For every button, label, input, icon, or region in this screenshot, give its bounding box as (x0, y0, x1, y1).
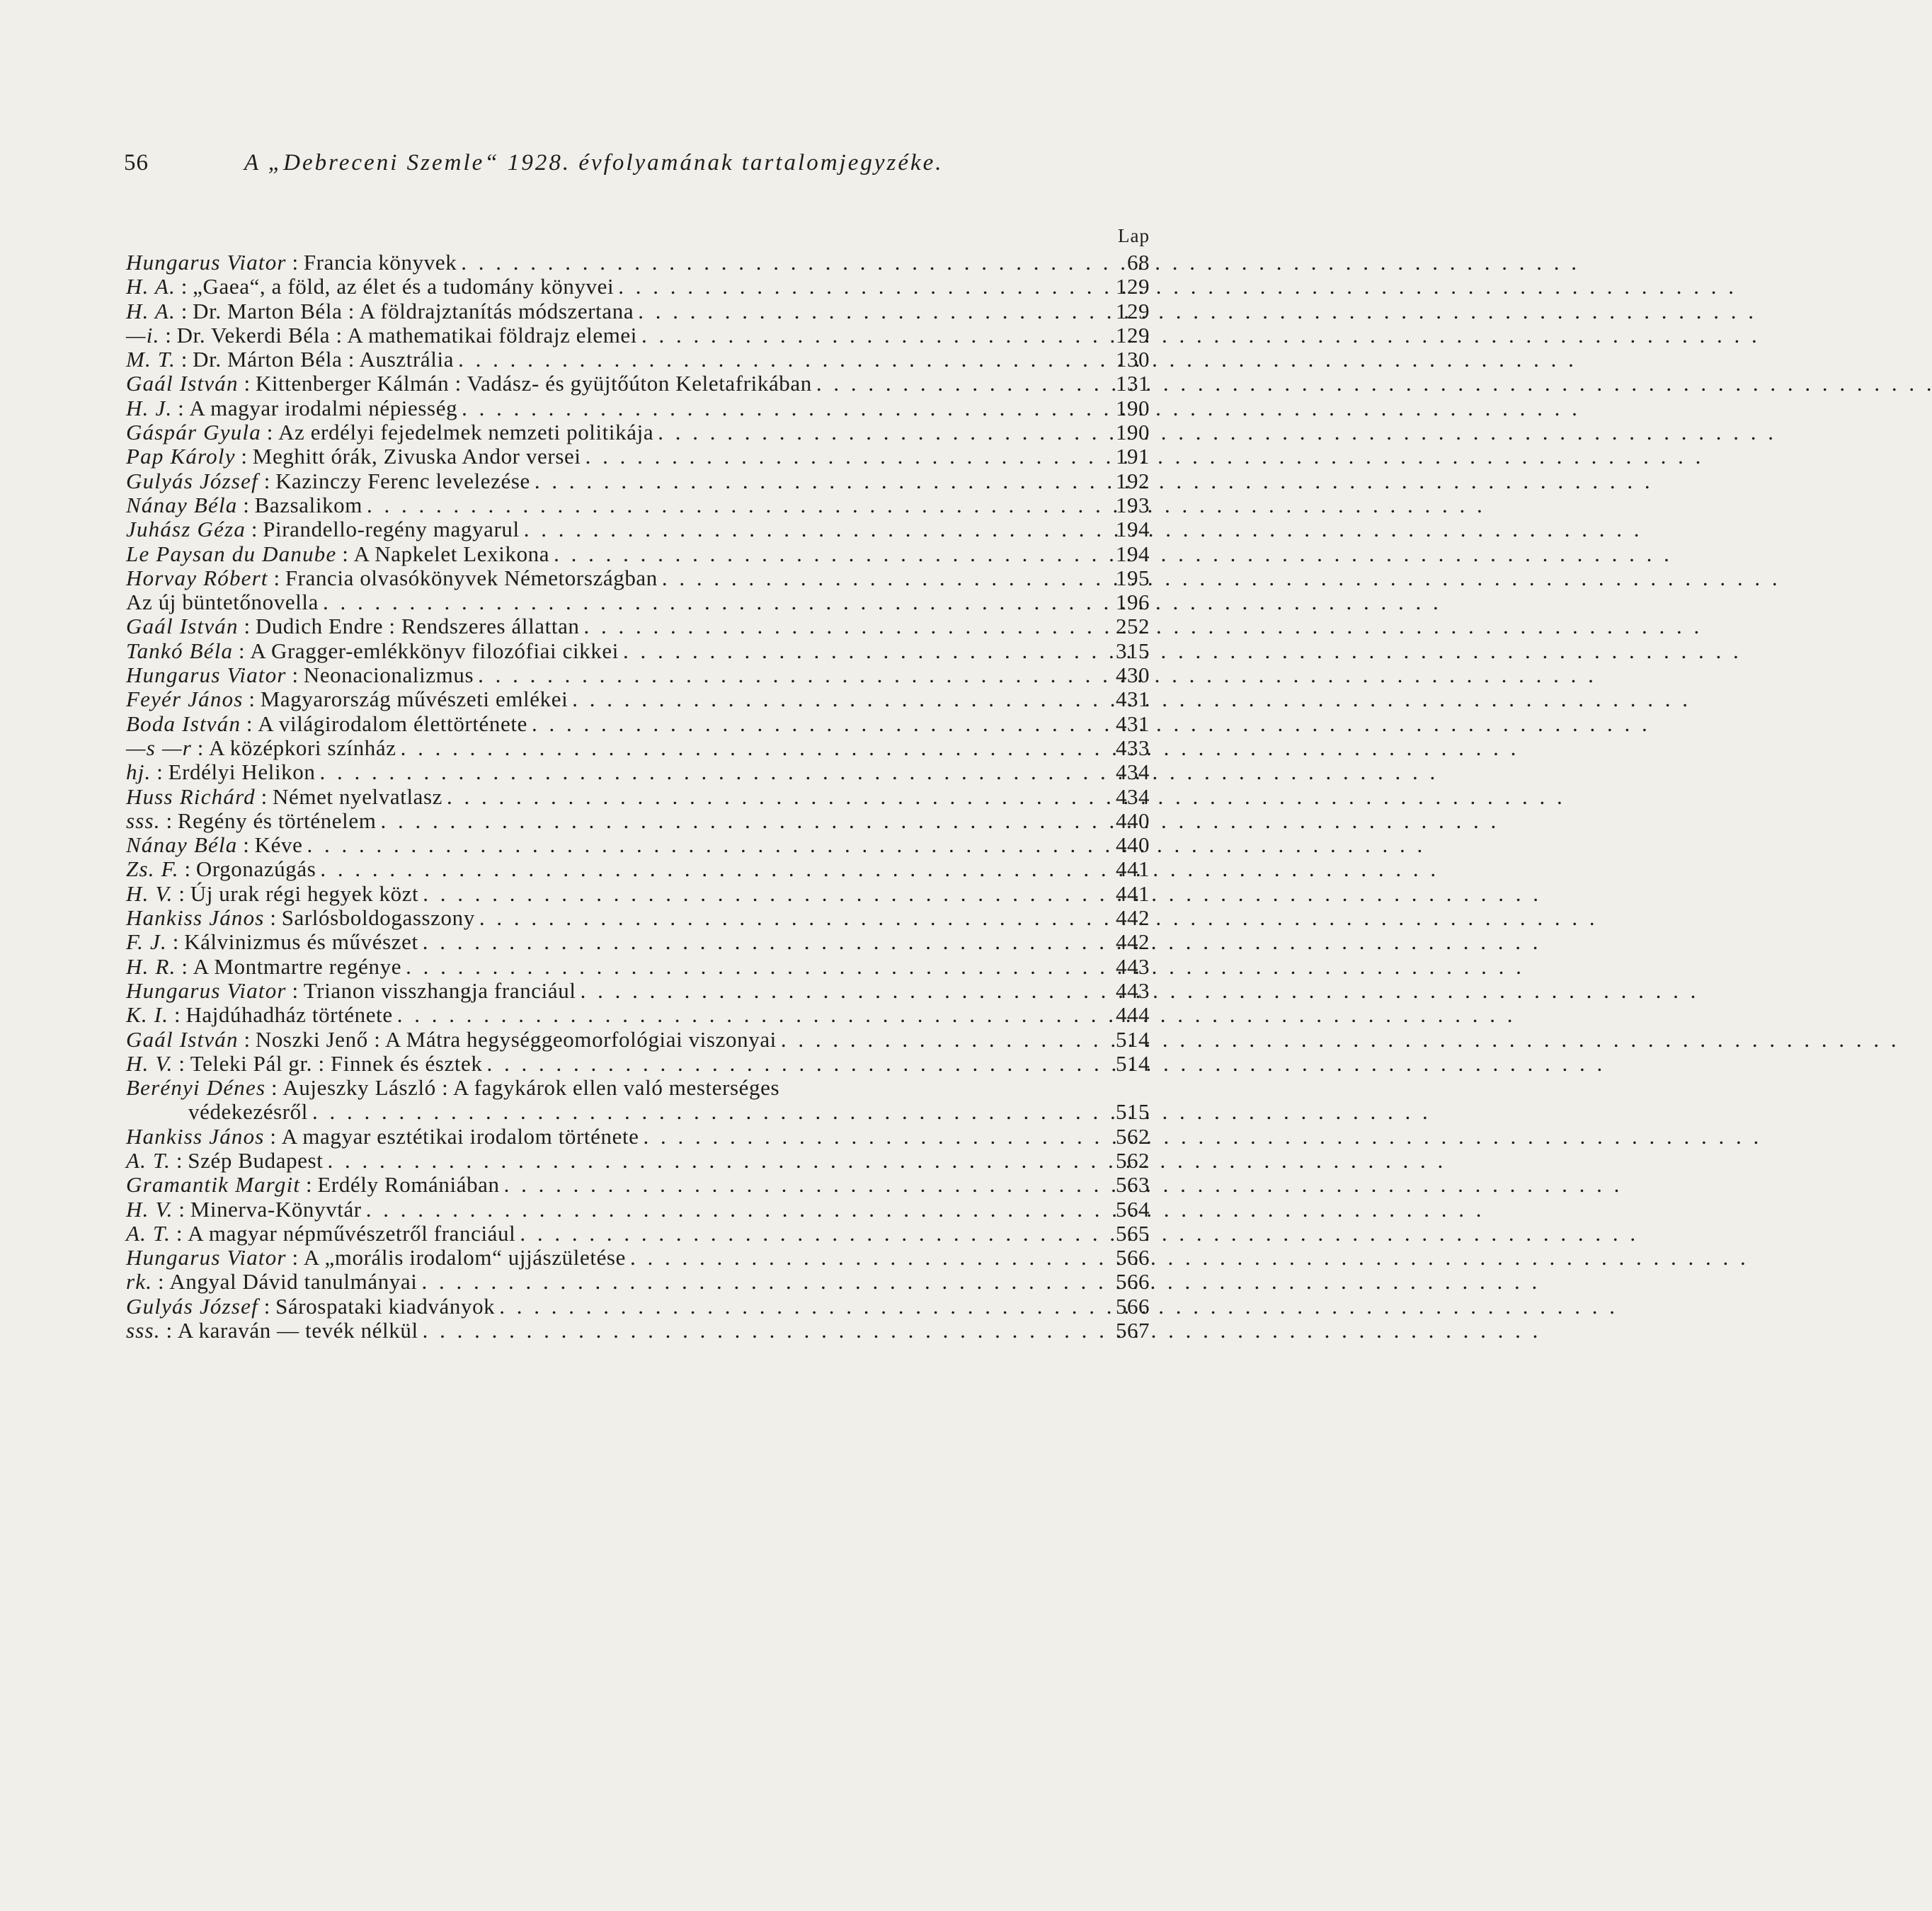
entry-author: Gaál István (126, 614, 239, 639)
entry-page-number: 190 (1116, 395, 1150, 420)
entry-author: M. T. (126, 347, 176, 372)
toc-entry (126, 1125, 1150, 1149)
entry-separator: : (160, 1318, 178, 1343)
entry-author: Hankiss János (126, 905, 265, 931)
page-number: 56 (124, 150, 149, 176)
entry-leader-dots (362, 493, 1102, 517)
entry-leader-dots (515, 1222, 1102, 1246)
entry-author: Huss Richárd (126, 784, 256, 809)
toc-entry (126, 1319, 1150, 1343)
entry-leader-dots (500, 1173, 1102, 1197)
entry-separator: : (176, 274, 193, 299)
entry-title: Dr. Márton Béla : Ausztrália (193, 347, 455, 372)
entry-author: Le Paysan du Danube (126, 541, 337, 566)
entry-author: H. A. (126, 274, 176, 299)
entry-page-number: 431 (1116, 711, 1150, 736)
entry-leader-dots (474, 663, 1102, 687)
toc-entry (126, 323, 1150, 348)
entry-author: A. T. (126, 1147, 171, 1173)
entry-page-number: 443 (1116, 977, 1150, 1003)
toc-entry (126, 1003, 1150, 1027)
entry-leader-dots (376, 809, 1102, 833)
entry-title: Orgonazúgás (195, 856, 316, 882)
entry-title: Erdélyi Helikon (168, 759, 316, 785)
entry-separator: : (258, 1293, 276, 1319)
entry-page-number: 130 (1116, 347, 1150, 372)
entry-leader-dots (483, 1052, 1102, 1076)
entry-title: Neonacionalizmus (303, 662, 474, 688)
entry-separator: : (336, 541, 354, 566)
entry-leader-dots (475, 906, 1102, 930)
entry-leader-dots (302, 833, 1102, 857)
entry-page-number: 191 (1116, 444, 1150, 469)
toc-entry (126, 1270, 1150, 1294)
entry-leader-dots (637, 323, 1102, 348)
entry-author: sss. (126, 808, 161, 833)
entry-leader-dots (418, 930, 1102, 954)
entry-leader-dots (454, 348, 1102, 372)
entry-page-number: 441 (1116, 880, 1150, 906)
entry-leader-dots (626, 1246, 1102, 1270)
entry-separator: : (238, 614, 256, 639)
entry-author: Gulyás József (126, 468, 258, 493)
entry-author: Nánay Béla (126, 832, 238, 858)
entry-leader-dots (812, 372, 1102, 396)
entry-separator: : (238, 1026, 256, 1052)
entry-page-number: 192 (1116, 468, 1150, 493)
entry-leader-dots (576, 979, 1102, 1003)
toc-entry (126, 348, 1150, 372)
entry-author: H. A. (126, 298, 176, 323)
toc-entry (126, 1222, 1150, 1246)
toc-entry (126, 1198, 1150, 1222)
entry-leader-dots (316, 857, 1102, 881)
entry-page-number: 194 (1116, 517, 1150, 542)
entry-separator: : (286, 1245, 304, 1270)
entry-page-number: 566 (1116, 1269, 1150, 1295)
entry-title: A Gragger-emlékkönyv filozófiai cikkei (250, 638, 619, 663)
entry-page-number: 129 (1116, 322, 1150, 348)
entry-author: K. I. (126, 1002, 169, 1028)
entry-leader-dots (308, 1100, 1102, 1124)
entry-separator: : (160, 808, 178, 833)
entry-separator: : (178, 856, 196, 882)
entry-title: Francia könyvek (303, 250, 457, 275)
entry-author: Gramantik Margit (126, 1172, 301, 1198)
toc-entry (126, 420, 1150, 444)
entry-separator: : (151, 759, 168, 785)
toc-entry (126, 809, 1150, 833)
entry-leader-dots (614, 275, 1102, 299)
entry-page-number: 196 (1116, 590, 1150, 615)
entry-leader-dots (619, 639, 1102, 663)
entry-author: Gaál István (126, 371, 239, 396)
entry-author: Hungarus Viator (126, 1245, 287, 1270)
entry-separator: : (286, 977, 304, 1003)
page-header (124, 150, 1158, 176)
toc-entry (126, 760, 1150, 784)
toc-entry (126, 639, 1150, 663)
table-of-contents (126, 251, 1150, 1343)
entry-separator: : (237, 832, 255, 858)
entry-author: Gáspár Gyula (126, 420, 261, 445)
entry-page-number: 434 (1116, 759, 1150, 785)
toc-entry (126, 469, 1150, 493)
entry-page-number: 442 (1116, 929, 1150, 955)
entry-author: rk. (126, 1269, 153, 1295)
entry-page-number: 440 (1116, 832, 1150, 858)
entry-leader-dots (396, 736, 1102, 760)
entry-separator: : (264, 905, 282, 931)
entry-author: Gulyás József (126, 1293, 258, 1319)
entry-page-number: 131 (1116, 371, 1150, 396)
entry-separator: : (268, 565, 285, 590)
entry-leader-dots (777, 1028, 1102, 1052)
entry-author: H. V. (126, 1196, 173, 1222)
entry-title: A középkori színház (209, 735, 396, 760)
entry-separator: : (152, 1269, 170, 1295)
toc-entry (126, 882, 1150, 906)
entry-page-number: 441 (1116, 856, 1150, 882)
entry-title: Szép Budapest (188, 1147, 324, 1173)
entry-title: Regény és történelem (177, 808, 377, 833)
entry-title: Aujeszky László : A fagykárok ellen való mesterséges (282, 1075, 780, 1101)
entry-leader-dots (401, 955, 1102, 979)
entry-page-number: 514 (1116, 1050, 1150, 1076)
entry-leader-dots (495, 1295, 1102, 1319)
entry-title: Minerva-Könyvtár (190, 1196, 362, 1222)
toc-entry (126, 833, 1150, 857)
toc-entry (126, 979, 1150, 1003)
entry-title: Sárospataki kiadványok (275, 1293, 496, 1319)
toc-entry (126, 299, 1150, 323)
toc-entry (126, 566, 1150, 590)
entry-title: Pirandello-regény magyarul (263, 517, 520, 542)
entry-separator: : (176, 298, 193, 323)
entry-separator: : (159, 322, 177, 348)
toc-entry (126, 687, 1150, 711)
entry-separator: : (265, 1075, 283, 1101)
entry-author: H. J. (126, 395, 173, 420)
entry-separator: : (286, 250, 304, 275)
entry-separator: : (241, 711, 258, 736)
entry-separator: : (171, 1220, 188, 1246)
entry-title: A Montmartre regénye (193, 953, 402, 979)
entry-leader-dots (549, 542, 1102, 566)
toc-entry (126, 955, 1150, 979)
entry-page-number: 433 (1116, 735, 1150, 760)
entry-separator: : (166, 929, 185, 955)
entry-page-number: 515 (1116, 1099, 1150, 1125)
toc-entry (126, 1295, 1150, 1319)
entry-author: Boda István (126, 711, 241, 736)
entry-author: A. T. (126, 1220, 171, 1246)
toc-entry (126, 1100, 1150, 1124)
toc-entry (126, 396, 1150, 420)
entry-page-number: 190 (1116, 420, 1150, 445)
entry-author: —i. (126, 322, 160, 348)
entry-title: védekezésről (188, 1099, 308, 1125)
entry-title: Kéve (254, 832, 303, 858)
entry-page-number: 567 (1116, 1318, 1150, 1343)
entry-title: „Gaea“, a föld, az élet és a tudomány könyvei (193, 274, 615, 299)
entry-author: sss. (126, 1318, 161, 1343)
entry-separator: : (255, 784, 273, 809)
entry-page-number: 514 (1116, 1026, 1150, 1052)
entry-page-number: 193 (1116, 492, 1150, 517)
entry-title: Kittenberger Kálmán : Vadász- és gyüjtőúton Keletafrikában (255, 371, 812, 396)
entry-author: H. V. (126, 880, 173, 906)
entry-page-number: 562 (1116, 1147, 1150, 1173)
entry-leader-dots (527, 712, 1102, 736)
entry-title: Dr. Marton Béla : A földrajztanítás módszertana (193, 298, 634, 323)
entry-leader-dots (530, 469, 1102, 493)
entry-author: Juhász Géza (126, 517, 246, 542)
entry-author: H. R. (126, 953, 176, 979)
entry-separator: : (173, 880, 190, 906)
entry-title: Kálvinizmus és művészet (184, 929, 418, 955)
entry-leader-dots (319, 590, 1102, 614)
entry-author: —s —r (126, 735, 193, 760)
entry-author: hj. (126, 759, 152, 785)
entry-title: A magyar népművészetről franciául (188, 1220, 516, 1246)
entry-separator: : (192, 735, 210, 760)
entry-leader-dots (581, 444, 1102, 469)
entry-leader-dots (418, 882, 1102, 906)
entry-title: Bazsalikom (254, 492, 362, 517)
entry-leader-dots (418, 1319, 1102, 1343)
toc-entry (126, 663, 1150, 687)
entry-leader-dots (568, 687, 1102, 711)
entry-title: A magyar irodalmi népiesség (189, 395, 458, 420)
entry-separator: : (237, 492, 255, 517)
entry-title: Trianon visszhangja franciául (303, 977, 576, 1003)
entry-title: A karaván — tevék nélkül (177, 1318, 418, 1343)
toc-entry (126, 1173, 1150, 1197)
toc-entry (126, 372, 1150, 396)
entry-separator: : (243, 687, 261, 712)
entry-author: Nánay Béla (126, 492, 238, 517)
entry-title: A Napkelet Lexikona (353, 541, 550, 566)
entry-page-number: 440 (1116, 808, 1150, 833)
toc-entry (126, 1076, 1150, 1100)
entry-title: Dr. Vekerdi Béla : A mathematikai földrajz elemei (176, 322, 638, 348)
entry-leader-dots (393, 1003, 1102, 1027)
entry-title: A magyar esztétikai irodalom története (281, 1123, 639, 1149)
entry-page-number: 252 (1116, 614, 1150, 639)
toc-entry (126, 1149, 1150, 1173)
entry-page-number: 564 (1116, 1196, 1150, 1222)
entry-leader-dots (457, 251, 1102, 275)
entry-page-number: 434 (1116, 784, 1150, 809)
toc-entry (126, 275, 1150, 299)
entry-leader-dots (323, 1149, 1102, 1173)
entry-page-number: 442 (1116, 905, 1150, 931)
entry-separator: : (173, 1050, 190, 1076)
entry-page-number: 562 (1116, 1123, 1150, 1149)
toc-entry (126, 517, 1150, 541)
entry-separator: : (176, 347, 193, 372)
entry-title: Sarlósboldogasszony (281, 905, 475, 931)
entry-page-number: 444 (1116, 1002, 1150, 1028)
entry-separator: : (286, 662, 304, 688)
entry-author: H. V. (126, 1050, 173, 1076)
toc-entry (126, 251, 1150, 275)
entry-page-number: 563 (1116, 1172, 1150, 1198)
entry-title: Német nyelvatlasz (273, 784, 443, 809)
entry-page-number: 129 (1116, 298, 1150, 323)
entry-separator: : (173, 1196, 190, 1222)
entry-separator: : (261, 420, 279, 445)
toc-entry (126, 930, 1150, 954)
entry-leader-dots (634, 299, 1102, 323)
entry-page-number: 430 (1116, 662, 1150, 688)
entry-title: Angyal Dávid tanulmányai (169, 1269, 418, 1295)
entry-title: Magyarország művészeti emlékei (260, 687, 568, 712)
entry-page-number: 565 (1116, 1220, 1150, 1246)
page-title: A „Debreceni Szemle“ 1928. évfolyamának tartalomjegyzéke. (244, 150, 944, 176)
entry-leader-dots (457, 396, 1102, 420)
toc-entry (126, 785, 1150, 809)
entry-leader-dots (520, 517, 1102, 541)
toc-entry (126, 736, 1150, 760)
entry-title: Az erdélyi fejedelmek nemzeti politikája (278, 420, 654, 445)
entry-author: Horvay Róbert (126, 565, 268, 590)
entry-leader-dots (580, 614, 1102, 638)
entry-leader-dots (315, 760, 1102, 784)
entry-leader-dots (639, 1125, 1102, 1149)
entry-title: A világirodalom élettörténete (258, 711, 527, 736)
entry-page-number: 315 (1116, 638, 1150, 663)
toc-entry (126, 542, 1150, 566)
entry-separator: : (300, 1172, 318, 1198)
entry-page-number: 194 (1116, 541, 1150, 566)
entry-author: Feyér János (126, 687, 244, 712)
entry-author: F. J. (126, 929, 167, 955)
entry-author: Hungarus Viator (126, 250, 287, 275)
entry-leader-dots (442, 785, 1102, 809)
entry-author: Zs. F. (126, 856, 179, 882)
toc-entry (126, 493, 1150, 517)
entry-separator: : (171, 1147, 188, 1173)
entry-author: Hungarus Viator (126, 662, 287, 688)
entry-leader-dots (653, 420, 1102, 444)
entry-author: Gaál István (126, 1026, 239, 1052)
entry-separator: : (264, 1123, 282, 1149)
entry-page-number: 68 (1127, 250, 1150, 275)
entry-author: Tankó Béla (126, 638, 234, 663)
entry-author: Pap Károly (126, 444, 236, 469)
entry-title: A „morális irodalom“ ujjászületése (303, 1245, 626, 1270)
entry-separator: : (172, 395, 190, 420)
entry-leader-dots (362, 1198, 1102, 1222)
entry-page-number: 431 (1116, 687, 1150, 712)
entry-page-number: 566 (1116, 1245, 1150, 1270)
entry-title: Francia olvasókönyvek Németországban (285, 565, 658, 590)
entry-title: Hajdúhadház története (185, 1002, 393, 1028)
entry-page-number: 195 (1116, 565, 1150, 590)
entry-page-number: 443 (1116, 953, 1150, 979)
toc-entry (126, 1028, 1150, 1052)
entry-leader-dots (417, 1270, 1102, 1294)
toc-entry (126, 590, 1150, 614)
toc-entry (126, 906, 1150, 930)
entry-leader-dots (658, 566, 1102, 590)
entry-page-number: 129 (1116, 274, 1150, 299)
entry-author: Hungarus Viator (126, 977, 287, 1003)
entry-title: Az új büntetőnovella (126, 590, 319, 615)
toc-entry (126, 614, 1150, 638)
toc-entry (126, 444, 1150, 469)
entry-separator: : (258, 468, 276, 493)
entry-separator: : (168, 1002, 186, 1028)
entry-separator: : (238, 371, 256, 396)
toc-entry (126, 857, 1150, 881)
entry-author: Hankiss János (126, 1123, 265, 1149)
entry-separator: : (176, 953, 193, 979)
entry-separator: : (246, 517, 263, 542)
entry-separator: : (235, 444, 253, 469)
entry-title: Dudich Endre : Rendszeres állattan (255, 614, 580, 639)
entry-title: Noszki Jenő : A Mátra hegységgeomorfológiai viszonyai (255, 1026, 777, 1052)
page-column-label: Lap (1118, 225, 1150, 246)
toc-entry (126, 1052, 1150, 1076)
entry-page-number: 566 (1116, 1293, 1150, 1319)
entry-title: Erdély Romániában (317, 1172, 500, 1198)
entry-title: Kazinczy Ferenc levelezése (275, 468, 530, 493)
toc-entry (126, 1246, 1150, 1270)
entry-title: Meghitt órák, Zivuska Andor versei (252, 444, 581, 469)
toc-entry (126, 712, 1150, 736)
entry-separator: : (233, 638, 251, 663)
entry-title: Teleki Pál gr. : Finnek és észtek (190, 1050, 483, 1076)
entry-author: Berényi Dénes (126, 1075, 266, 1101)
entry-title: Új urak régi hegyek közt (190, 880, 419, 906)
